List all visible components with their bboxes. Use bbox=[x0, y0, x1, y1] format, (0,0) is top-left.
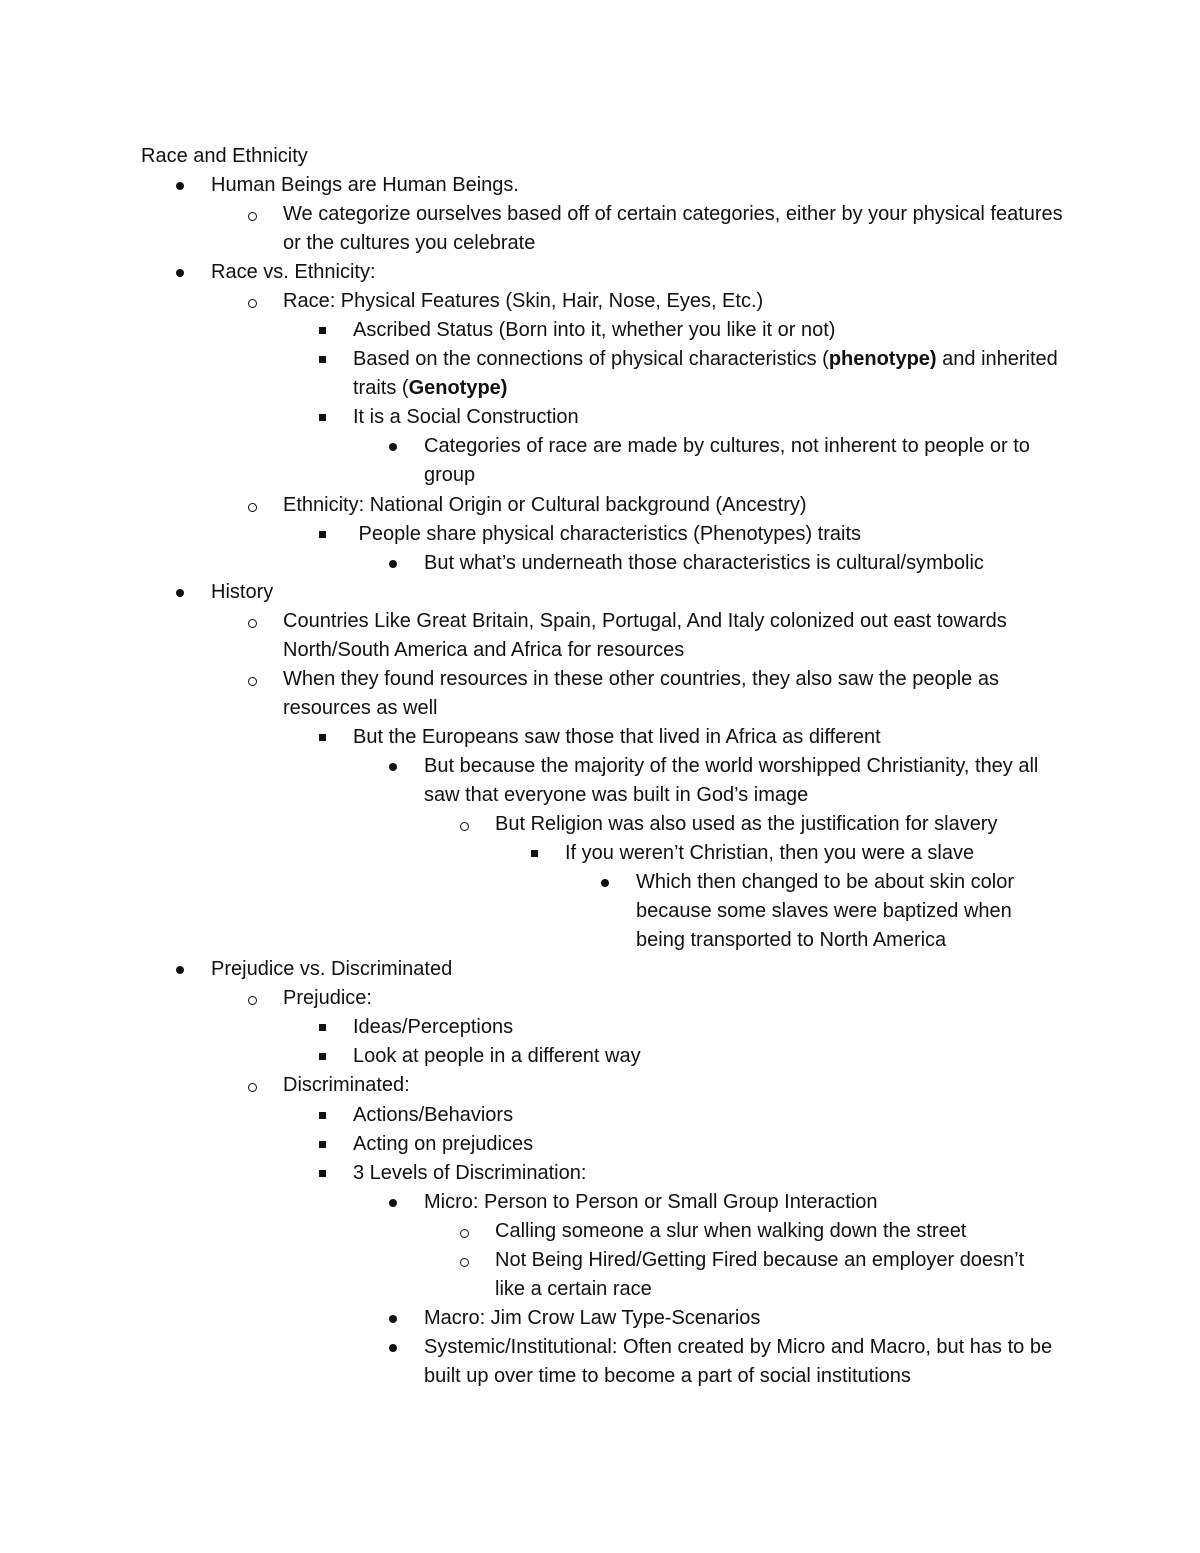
bullet-square-icon bbox=[316, 316, 346, 334]
list-item: Race: Physical Features (Skin, Hair, Nose, Eyes, Etc.) bbox=[0, 287, 1200, 316]
list-item: Acting on prejudices bbox=[0, 1130, 1200, 1159]
bullet-disc-icon bbox=[174, 578, 204, 597]
bullet-circle-icon bbox=[246, 607, 276, 628]
outline-list bbox=[0, 171, 1200, 1391]
bullet-disc-icon bbox=[387, 549, 417, 568]
list-item: When they found resources in these other countries, they also saw the people as resources as well bbox=[0, 665, 1200, 723]
bullet-disc-icon bbox=[387, 752, 417, 771]
bullet-circle-icon bbox=[458, 1246, 488, 1267]
list-item: But what’s underneath those characteristics is cultural/symbolic bbox=[0, 549, 1200, 578]
bullet-circle-icon bbox=[246, 984, 276, 1005]
list-item: But because the majority of the world worshipped Christianity, they all saw that everyone was built in God’s image bbox=[0, 752, 1200, 810]
bullet-square-icon bbox=[316, 520, 346, 538]
document-title: Race and Ethnicity bbox=[141, 145, 308, 167]
bullet-circle-icon bbox=[246, 1071, 276, 1092]
genotype-term: Genotype) bbox=[408, 377, 508, 400]
list-item: We categorize ourselves based off of certain categories, either by your physical features or the cultures you celebrate bbox=[0, 200, 1200, 258]
list-item: If you weren’t Christian, then you were a slave bbox=[0, 839, 1200, 868]
bullet-disc-icon bbox=[387, 1188, 417, 1207]
list-item: Ascribed Status (Born into it, whether you like it or not) bbox=[0, 316, 1200, 345]
list-item: Ideas/Perceptions bbox=[0, 1013, 1200, 1042]
list-item: Macro: Jim Crow Law Type-Scenarios bbox=[0, 1304, 1200, 1333]
phenotype-term: phenotype) bbox=[828, 348, 937, 371]
bullet-circle-icon bbox=[246, 200, 276, 221]
bullet-disc-icon bbox=[387, 1304, 417, 1323]
list-item: It is a Social Construction bbox=[0, 403, 1200, 432]
bullet-square-icon bbox=[316, 1159, 346, 1177]
bullet-disc-icon bbox=[387, 1333, 417, 1352]
list-item: Discriminated: bbox=[0, 1071, 1200, 1100]
bullet-disc-icon bbox=[174, 171, 204, 190]
list-item bbox=[0, 345, 1200, 403]
list-item: 3 Levels of Discrimination: bbox=[0, 1159, 1200, 1188]
list-item: Not Being Hired/Getting Fired because an employer doesn’t like a certain race bbox=[0, 1246, 1200, 1304]
bullet-disc-icon bbox=[174, 955, 204, 974]
bullet-disc-icon bbox=[599, 868, 629, 887]
bullet-square-icon bbox=[316, 1013, 346, 1031]
list-item: Countries Like Great Britain, Spain, Portugal, And Italy colonized out east towards North/South America and Africa for resources bbox=[0, 607, 1200, 665]
bullet-square-icon bbox=[316, 1130, 346, 1148]
bullet-circle-icon bbox=[458, 810, 488, 831]
list-item: Ethnicity: National Origin or Cultural background (Ancestry) bbox=[0, 491, 1200, 520]
list-item: Prejudice vs. Discriminated bbox=[0, 955, 1200, 984]
list-item: People share physical characteristics (Phenotypes) traits bbox=[0, 520, 1200, 549]
list-item: Systemic/Institutional: Often created by Micro and Macro, but has to be built up over time to become a part of social institutions bbox=[0, 1333, 1200, 1391]
bullet-circle-icon bbox=[246, 491, 276, 512]
list-item: Categories of race are made by cultures, not inherent to people or to group bbox=[0, 432, 1200, 490]
list-item: Which then changed to be about skin color because some slaves were baptized when being transported to North America bbox=[0, 868, 1200, 955]
list-item: But the Europeans saw those that lived in Africa as different bbox=[0, 723, 1200, 752]
bullet-circle-icon bbox=[246, 665, 276, 686]
list-item: But Religion was also used as the justification for slavery bbox=[0, 810, 1200, 839]
bullet-circle-icon bbox=[458, 1217, 488, 1238]
list-item: Look at people in a different way bbox=[0, 1042, 1200, 1071]
list-item: History bbox=[0, 578, 1200, 607]
bullet-square-icon bbox=[316, 403, 346, 421]
bullet-square-icon bbox=[316, 723, 346, 741]
bullet-disc-icon bbox=[174, 258, 204, 277]
bullet-disc-icon bbox=[387, 432, 417, 451]
phenotype-genotype-text: Based on the connections of physical characteristics (phenotype) and inherited traits (Genotype) bbox=[353, 348, 1058, 400]
bullet-square-icon bbox=[528, 839, 558, 857]
list-item: Actions/Behaviors bbox=[0, 1101, 1200, 1130]
list-item: Micro: Person to Person or Small Group Interaction bbox=[0, 1188, 1200, 1217]
list-item: Race vs. Ethnicity: bbox=[0, 258, 1200, 287]
bullet-square-icon bbox=[316, 1101, 346, 1119]
bullet-circle-icon bbox=[246, 287, 276, 308]
list-item: Prejudice: bbox=[0, 984, 1200, 1013]
bullet-square-icon bbox=[316, 1042, 346, 1060]
bullet-square-icon bbox=[316, 345, 346, 363]
list-item: Human Beings are Human Beings. bbox=[0, 171, 1200, 200]
list-item: Calling someone a slur when walking down the street bbox=[0, 1217, 1200, 1246]
